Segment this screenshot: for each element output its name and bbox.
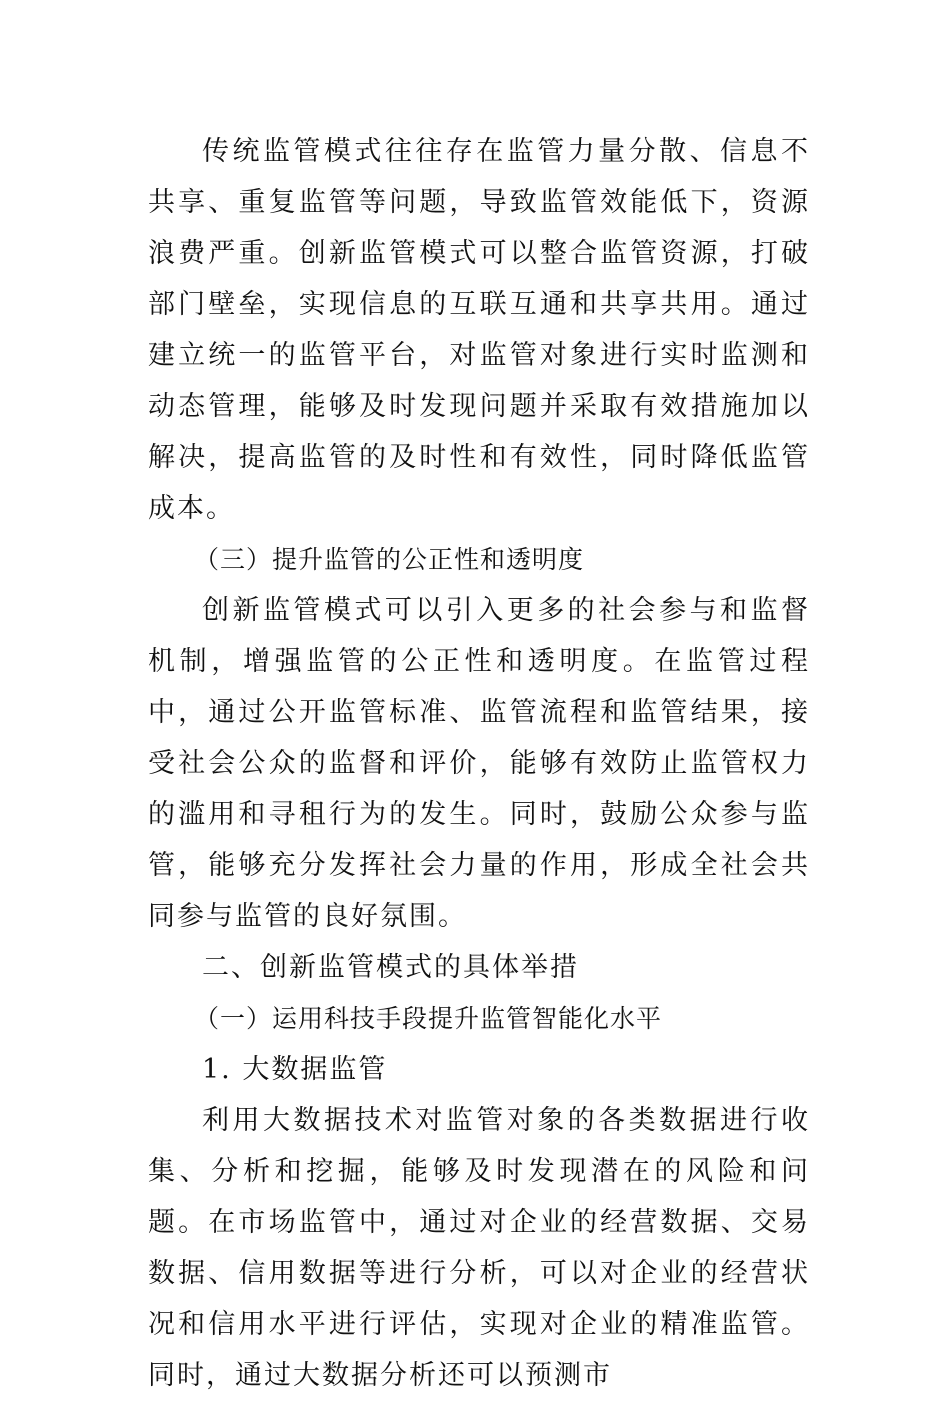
document-body [148, 126, 810, 1401]
paragraph-bigdata: 利用大数据技术对监管对象的各类数据进行收集、分析和挖掘，能够及时发现潜在的风险和问题。在市场监管中，通过对企业的经营数据、交易数据、信用数据等进行分析，可以对企业的经营状况和信用水平进行评估，实现对企业的精准监管。同时，通过大数据分析还可以预测市 [148, 1105, 810, 1391]
section-heading-3: （三）提升监管的公正性和透明度 [194, 545, 585, 574]
chapter-heading-2: 二、创新监管模式的具体举措 [202, 952, 579, 983]
paragraph-fairness: 创新监管模式可以引入更多的社会参与和监督机制，增强监管的公正性和透明度。在监管过程中，通过公开监管标准、监管流程和监管结果，接受社会公众的监督和评价，能够有效防止监管权力的滥用和寻租行为的发生。同时，鼓励公众参与监管，能够充分发挥社会力量的作用，形成全社会共同参与监管的良好氛围。 [148, 595, 810, 932]
subsection-heading-1: 1. 大数据监管 [202, 1054, 388, 1085]
paragraph-intro: 传统监管模式往往存在监管力量分散、信息不共享、重复监管等问题，导致监管效能低下，资源浪费严重。创新监管模式可以整合监管资源，打破部门壁垒，实现信息的互联互通和共享共用。通过建立统一的监管平台，对监管对象进行实时监测和动态管理，能够及时发现问题并采取有效措施加以解决，提高监管的及时性和有效性，同时降低监管成本。 [148, 136, 810, 524]
section-heading-1: （一）运用科技手段提升监管智能化水平 [194, 1004, 663, 1033]
